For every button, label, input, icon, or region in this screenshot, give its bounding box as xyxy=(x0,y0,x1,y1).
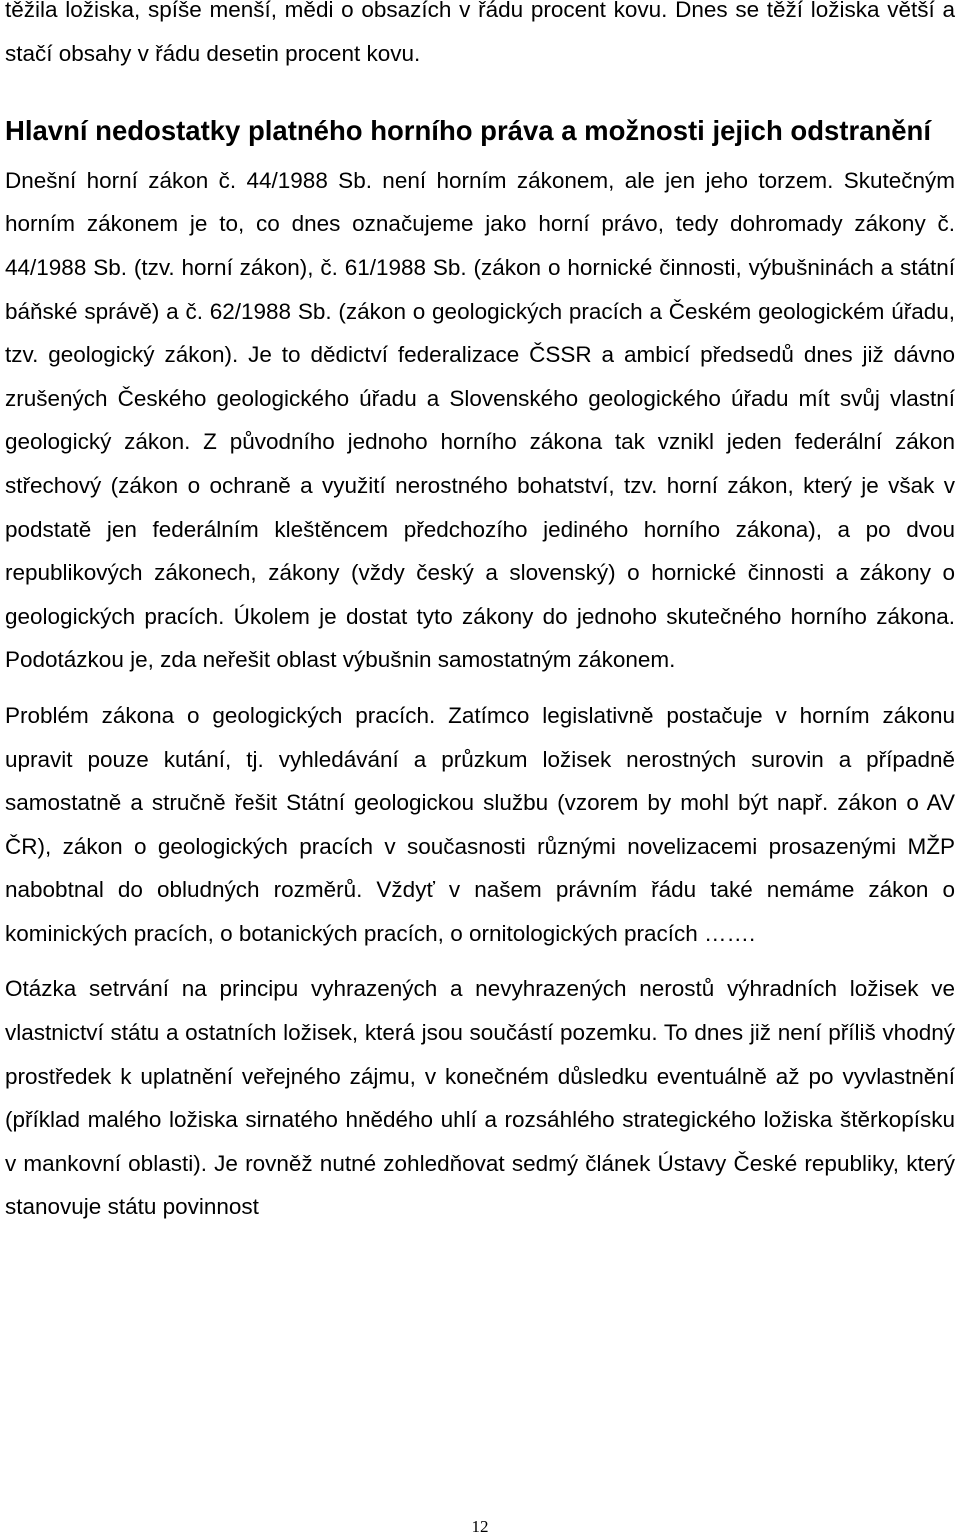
paragraph-mining-law: Dnešní horní zákon č. 44/1988 Sb. není horním zákonem, ale jen jeho torzem. Skutečným horním zákonem je to, co dnes označujeme jako horní právo, tedy dohromady zákony č. 44/1988 Sb. (tzv. horní zákon), č. 61/1988 Sb. (zákon o hornické činnosti, výbušninách a státní báňské správě) a č. 62/1988 Sb. (zákon o geologických pracích a Českém geologickém úřadu, tzv. geologický zákon). Je to dědictví federalizace ČSSR a ambicí předsedů dnes již dávno zrušených Českého geologického úřadu a Slovenského geologického úřadu mít svůj vlastní geologický zákon. Z původního jednoho horního zákona tak vznikl jeden federální zákon střechový (zákon o ochraně a využití nerostného bohatství, tzv. horní zákon, který je však v podstatě jen federálním kleštěncem předchozího jediného horního zákona), a po dvou republikových zákonech, zákony (vždy český a slovenský) o hornické činnosti a zákony o geologických pracích. Úkolem je dostat tyto zákony do jednoho skutečného horního zákona. Podotázkou je, zda neřešit oblast výbušnin samostatným zákonem. xyxy=(5,167,955,673)
page-number: 12 xyxy=(471,1517,489,1536)
section-heading: Hlavní nedostatky platného horního práva a možnosti jejich odstranění xyxy=(5,115,931,147)
paragraph-geological-works: Problém zákona o geologických pracích. Zatímco legislativně postačuje v horním zákonu upravit pouze kutání, tj. vyhledávání a průzkum ložisek nerostných surovin a případně samostatně a stručně řešit Státní geologickou službu (vzorem by mohl být např. zákon o AV ČR), zákon o geologických pracích v současnosti různými novelizacemi prosazenými MŽP nabobtnal do obludných rozměrů. Vždyť v našem právním řádu také nemáme zákon o kominických pracích, o botanických pracích, o ornitologických pracích ……. xyxy=(5,702,955,946)
document-page xyxy=(5,0,955,1537)
paragraph-mineral-deposits: těžila ložiska, spíše menší, mědi o obsazích v řádu procent kovu. Dnes se těží ložiska větší a stačí obsahy v řádu desetin procent kovu. xyxy=(5,0,955,66)
paragraph-reserved-minerals: Otázka setrvání na principu vyhrazených a nevyhrazených nerostů výhradních ložisek ve vlastnictví státu a ostatních ložisek, která jsou součástí pozemku. To dnes již není příliš vhodný prostředek k uplatnění veřejného zájmu, v konečném důsledku eventuálně až po vyvlastnění (příklad malého ložiska sirnatého hnědého uhlí a rozsáhlého strategického ložiska štěrkopísku v mankovní oblasti). Je rovněž nutné zohledňovat sedmý článek Ústavy České republiky, který stanovuje státu povinnost xyxy=(5,976,955,1220)
